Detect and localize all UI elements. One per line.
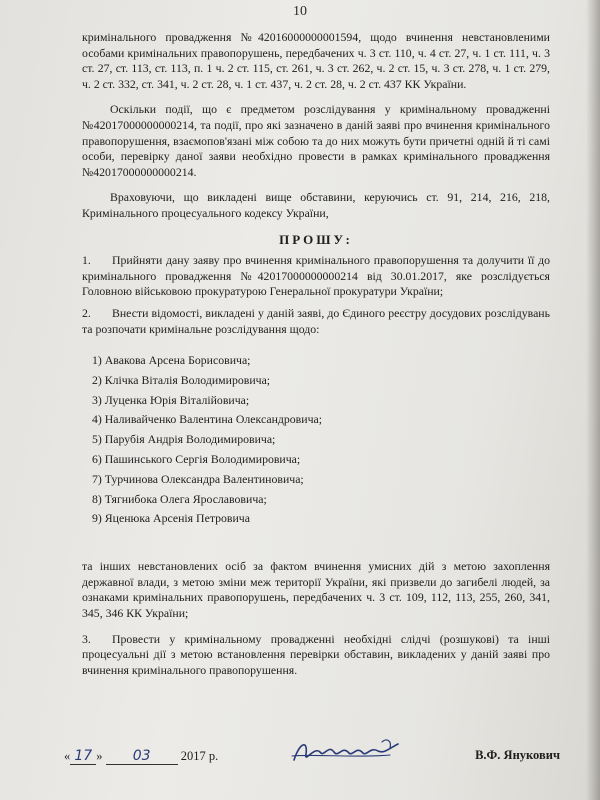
request-text: Провести у кримінальному провадженні необхідні слідчі (розшукові) та інші процесуальні дії з метою встановлення перевірки обставин, викладених у даній заяві про вчинення кримінального правопорушення. <box>82 631 550 677</box>
paragraph-related-events: Оскільки події, що є предметом розслідування у кримінальному провадженні №42017000000000214, та події, про які зазначено в даній заяві про вчинення кримінального правопорушення, взаємопов'язані між собою та до них можуть бути причетні одній й ті самі особи, перевірку даної заяви необхідно провести в рамках кримінального провадження №42017000000000214. <box>82 102 550 179</box>
list-item: 7) Турчинова Олександра Валентиновича; <box>92 471 304 486</box>
list-item: 4) Наливайченко Валентина Олександровича; <box>92 412 323 427</box>
page-number: 10 <box>293 4 307 19</box>
persons-list <box>82 351 550 529</box>
paragraph-case-reference: кримінального провадження №42016000000001594, щодо вчинення невстановленими особами кримінальних правопорушень, передбачених ч. 3 ст. 110, ч. 4 ст. 27, ч. 1 ст. 111, ч. 3 ст. 27, ст. 113, ст. 113, п. 1 ч. 2 ст. 115, ст. 261, ч. 3 ст. 262, ч. 2 ст. 15, ч. 3 ст. 278, ч. 1 ст. 279, ч. 2 ст. 332, ст. 341, ч. 2 ст. 28, ч. 1 ст. 437, ч. 2 ст. 28, ч. 2 ст. 437 КК України. <box>82 30 550 91</box>
document-body <box>82 30 550 678</box>
paragraph-charges: та інших невстановлених осіб за фактом вчинення умисних дій з метою захоплення державної влади, з метою зміни меж території України, які призвели до загибелі людей, за ознаками кримінальних правопорушень, передбачених ч. 3 ст. 109, 112, 113, 255, 260, 341, 345, 346 КК України; <box>82 559 550 621</box>
date-day: 17 <box>74 748 93 764</box>
request-item-3 <box>82 632 550 679</box>
list-item: 2) Клічка Віталія Володимировича; <box>92 372 271 387</box>
request-heading: ПРОШУ: <box>279 231 353 247</box>
request-text: Прийняти дану заяву про вчинення кримінального правопорушення та долучити її до кримінального провадження №42017000000000214 від 30.01.2017, яке розслідується Головною військовою прокуратурою Генеральної прокуратури України; <box>82 253 550 299</box>
signer-name: В.Ф. Янукович <box>475 748 560 762</box>
request-item-2 <box>82 306 550 337</box>
list-item: 1) Авакова Арсена Борисовича; <box>92 353 251 368</box>
request-number: 2. <box>82 305 91 320</box>
date-month: 03 <box>132 748 151 764</box>
paragraph-legal-basis: Враховуючи, що викладені вище обставини, керуючись ст. 91, 214, 216, 218, Кримінального процесуального кодексу України, <box>82 190 550 220</box>
list-item: 3) Луценка Юрія Віталійовича; <box>92 392 250 407</box>
date-year: 2017 р. <box>180 749 219 763</box>
request-text: Внести відомості, викладені у даній заяві, до Єдиного реєстру досудових розслідувань та розпочати кримінальне розслідування щодо: <box>82 305 550 336</box>
list-item: 6) Пашинського Сергія Володимировича; <box>92 452 301 467</box>
list-item: 9) Яценюка Арсенія Петровича <box>92 511 250 526</box>
request-item-1 <box>82 253 550 300</box>
page-edge-shadow <box>586 0 600 800</box>
list-item: 8) Тягнибока Олега Ярославовича; <box>92 491 267 506</box>
request-number: 3. <box>82 631 91 646</box>
handwritten-signature <box>286 734 406 770</box>
signing-date: « 17 » 03 2017 р. <box>64 748 219 764</box>
list-item: 5) Парубія Андрія Володимировича; <box>92 432 276 447</box>
request-number: 1. <box>82 253 91 268</box>
signature-row <box>64 740 560 770</box>
